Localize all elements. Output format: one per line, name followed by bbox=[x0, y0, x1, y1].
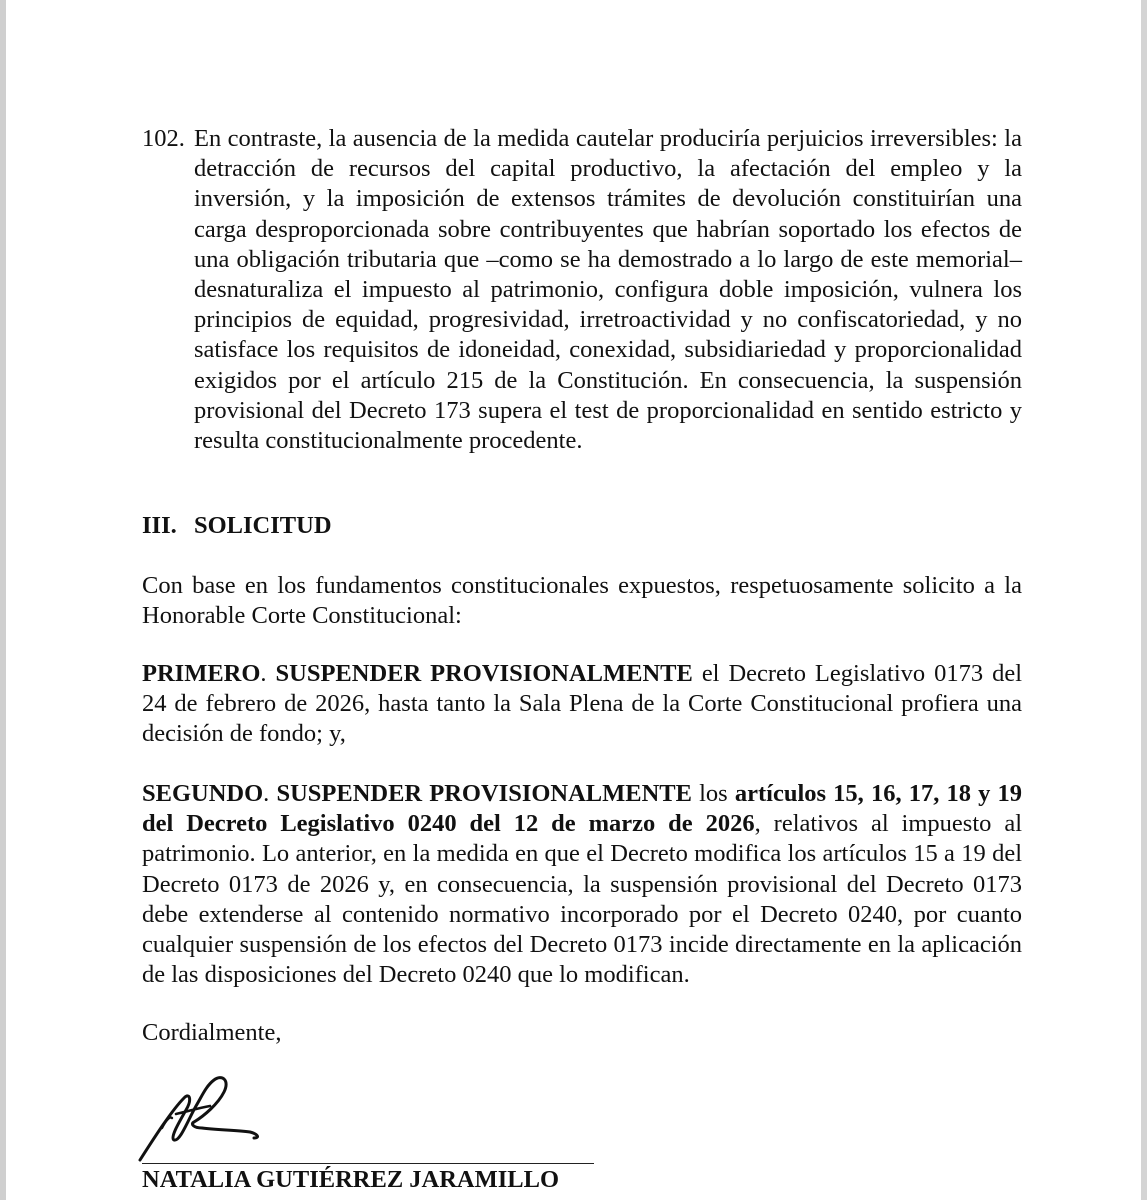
paragraph-number: 102. bbox=[142, 125, 185, 152]
segundo-text: , relativos al impuesto al patrimonio. Lo anterior, en la medida en que el Decreto modifica los artículos 15 a 19 del Decreto 0173 de 2026 y, en consecuencia, la suspensión provisional del Decreto 0173 debe extenderse al contenido normativo incorporado por el Decreto 0240, por cuanto cualquier suspensión de los efectos del Decreto 0173 incide directamente en la aplicación de las disposiciones del Decreto 0240 que lo modifican. bbox=[142, 810, 1022, 989]
primero-text: el Decreto Legislativo 0173 del 24 de febrero de 2026, hasta tanto la Sala Plena de la Corte Constitucional profiera una decisión de fondo; y, bbox=[142, 660, 1022, 748]
primero-separator: . bbox=[260, 660, 276, 687]
segundo-action: SUSPENDER PROVISIONALMENTE bbox=[276, 780, 692, 807]
intro-paragraph: Con base en los fundamentos constitucionales expuestos, respetuosamente solicito a la Honorable Corte Constitucional: bbox=[142, 572, 1022, 630]
signature-line bbox=[142, 1163, 594, 1164]
signature-icon bbox=[132, 1068, 272, 1164]
closing-salutation: Cordialmente, bbox=[142, 1019, 282, 1046]
segundo-separator: . bbox=[263, 780, 277, 807]
right-border bbox=[1141, 0, 1147, 1200]
primero-paragraph bbox=[142, 659, 1022, 750]
segundo-connector: los bbox=[691, 780, 735, 807]
paragraph-body: En contraste, la ausencia de la medida cautelar produciría perjuicios irreversibles: la detracción de recursos del capital productivo, la afectación del empleo y la inversión, y la imposición de extensos trámites de devolución constituirían una carga desproporcionada sobre contribuyentes que habrían soportado los efectos de una obligación tributaria que –como se ha demostrado a lo largo de este memorial– desnaturaliza el impuesto al patrimonio, configura doble imposición, vulnera los principios de equidad, progresividad, irretroactividad y no confiscatoriedad, y no satisface los requisitos de idoneidad, conexidad, subsidiariedad y proporcionalidad exigidos por el artículo 215 de la Constitución. En consecuencia, la suspensión provisional del Decreto 173 supera el test de proporcionalidad en sentido estricto y resulta constitucionalmente procedente. bbox=[194, 125, 1022, 455]
primero-action: SUSPENDER PROVISIONALMENTE bbox=[275, 660, 693, 687]
section-title: SOLICITUD bbox=[194, 512, 332, 539]
segundo-articles: artículos 15, 16, 17, 18 y 19 del Decreto Legislativo 0240 del 12 de marzo de 2026 bbox=[142, 780, 1022, 838]
paragraph-102 bbox=[142, 124, 1022, 456]
section-numeral: III. bbox=[142, 512, 177, 539]
signer-name: NATALIA GUTIÉRREZ JARAMILLO bbox=[142, 1166, 560, 1193]
primero-label: PRIMERO bbox=[142, 660, 261, 687]
segundo-label: SEGUNDO bbox=[142, 780, 264, 807]
segundo-paragraph bbox=[142, 779, 1022, 990]
section-heading bbox=[142, 511, 332, 541]
